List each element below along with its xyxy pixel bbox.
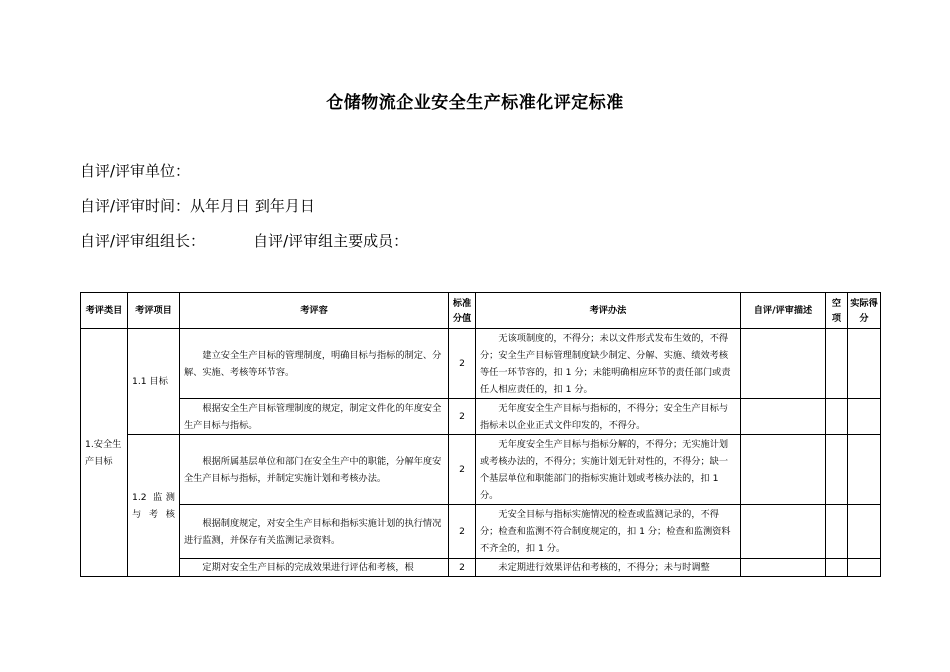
table-row [81, 399, 881, 435]
blank-cell[interactable] [826, 329, 848, 399]
content-cell: 建立安全生产目标的管理制度，明确目标与指标的制定、分解、实施、考核等环节容。 [180, 329, 449, 399]
header-desc: 自评/评审描述 [741, 293, 826, 329]
actual-score-cell[interactable] [848, 559, 881, 577]
desc-cell[interactable] [741, 399, 826, 435]
method-cell: 无该项制度的，不得分；未以文件形式发布生效的，不得分；安全生产目标管理制度缺少制定、分解、实施、绩效考核等任一环节容的，扣 1 分；未能明确相应环节的责任部门或责任人相应责任的，扣 1 分。 [476, 329, 741, 399]
desc-cell[interactable] [741, 435, 826, 505]
table-header-row [81, 293, 881, 329]
header-method: 考评办法 [476, 293, 741, 329]
header-actual: 实际得分 [848, 293, 881, 329]
actual-score-cell[interactable] [848, 399, 881, 435]
method-cell: 无年度安全生产目标与指标的，不得分；安全生产目标与指标未以企业正式文件印发的，不得分。 [476, 399, 741, 435]
table-row [81, 505, 881, 559]
content-cell: 根据所属基层单位和部门在安全生产中的职能，分解年度安全生产目标与指标，并制定实施计划和考核办法。 [180, 435, 449, 505]
blank-cell[interactable] [826, 435, 848, 505]
blank-cell[interactable] [826, 399, 848, 435]
score-cell: 2 [449, 435, 476, 505]
header-category: 考评类目 [81, 293, 128, 329]
meta-time: 自评/评审时间：从年月日 到年月日 [80, 197, 315, 215]
header-item: 考评项目 [128, 293, 180, 329]
method-cell: 未定期进行效果评估和考核的，不得分；未与时调整 [476, 559, 741, 577]
meta-unit: 自评/评审单位： [80, 162, 191, 180]
meta-personnel [80, 230, 408, 251]
header-content: 考评容 [180, 293, 449, 329]
content-cell: 根据安全生产目标管理制度的规定，制定文件化的年度安全生产目标与指标。 [180, 399, 449, 435]
score-cell: 2 [449, 559, 476, 577]
actual-score-cell[interactable] [848, 329, 881, 399]
category-cell: 1.安全生产目标 [81, 329, 128, 577]
table-row [81, 329, 881, 399]
actual-score-cell[interactable] [848, 435, 881, 505]
item-cell-1-1 [128, 329, 180, 435]
method-cell: 无安全目标与指标实施情况的检查或监测记录的，不得分；检查和监测不符合制度规定的，扣 1 分；检查和监测资料不齐全的，扣 1 分。 [476, 505, 741, 559]
blank-cell[interactable] [826, 559, 848, 577]
meta-members: 自评/评审组主要成员： [253, 232, 409, 250]
desc-cell[interactable] [741, 505, 826, 559]
score-cell: 2 [449, 329, 476, 399]
desc-cell[interactable] [741, 329, 826, 399]
document-title: 仓储物流企业安全生产标准化评定标准 [326, 93, 624, 113]
evaluation-table [80, 292, 881, 577]
content-cell: 根据制度规定，对安全生产目标和指标实施计划的执行情况进行监测，并保存有关监测记录资料。 [180, 505, 449, 559]
meta-leader: 自评/评审组组长： [80, 232, 206, 250]
score-cell: 2 [449, 505, 476, 559]
table-row [81, 559, 881, 577]
score-cell: 2 [449, 399, 476, 435]
desc-cell[interactable] [741, 559, 826, 577]
blank-cell[interactable] [826, 505, 848, 559]
item-label: 1.1 目标 [132, 376, 168, 387]
item-label: 1.2 监测与考核 [132, 491, 175, 520]
method-cell: 无年度安全生产目标与指标分解的，不得分；无实施计划或考核办法的，不得分；实施计划无针对性的，不得分；缺一个基层单位和职能部门的指标实施计划或考核办法的，扣 1 分。 [476, 435, 741, 505]
actual-score-cell[interactable] [848, 505, 881, 559]
header-blank: 空项 [826, 293, 848, 329]
content-cell: 定期对安全生产目标的完成效果进行评估和考核，根 [180, 559, 449, 577]
header-score: 标准分值 [449, 293, 476, 329]
item-cell-1-2 [128, 435, 180, 577]
table-row [81, 435, 881, 505]
